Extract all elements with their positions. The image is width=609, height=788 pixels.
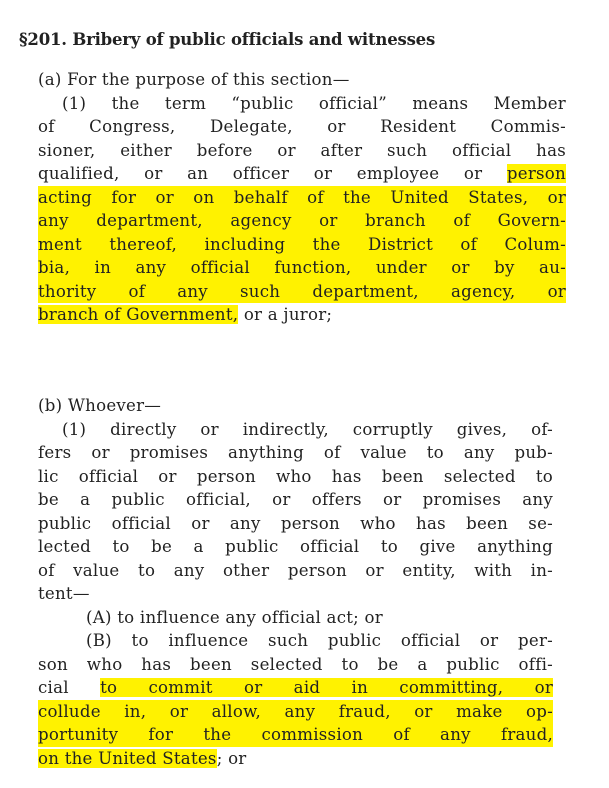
text-line: (A) to influence any official act; or: [86, 607, 383, 627]
text-line: [38, 747, 553, 771]
highlighted-line: bia, in any official function, under or by au-: [38, 256, 566, 280]
text-line: [38, 676, 553, 700]
text: ; or: [216, 748, 247, 768]
highlighted-text: on the United States: [38, 748, 217, 768]
text-line: (b) Whoever—: [38, 396, 162, 415]
highlighted-text: person: [506, 164, 566, 183]
highlighted-line: ment thereof, including the District of Colum-: [38, 233, 566, 257]
highlighted-text: to commit or aid in committing, or: [100, 678, 553, 697]
text-line: (B) to influence such public official or per-: [86, 631, 553, 650]
subsection-b: [38, 394, 553, 770]
text-line: lic official or person who has been selected to: [38, 466, 553, 486]
text: cial: [38, 678, 101, 697]
text-line: [38, 303, 566, 327]
highlighted-line: collude in, or allow, any fraud, or make op-: [38, 700, 553, 724]
text-line: be a public official, or offers or promises any: [38, 490, 553, 509]
text: or a juror;: [238, 305, 333, 324]
highlighted-line: acting for or on behalf of the United States, or: [38, 186, 566, 210]
text-line: public official or any person who has been se-: [38, 513, 553, 533]
subsection-a: [38, 68, 566, 327]
text: qualified, or an officer or employee or: [38, 164, 507, 183]
text-line: of Congress, Delegate, or Resident Commis-: [38, 117, 566, 136]
text-line: sioner, either before or after such official has: [38, 140, 566, 160]
text-line: tent—: [38, 584, 90, 603]
text-line: fers or promises anything of value to any pub-: [38, 443, 553, 462]
text-line: son who has been selected to be a public offi-: [38, 654, 553, 674]
highlighted-line: portunity for the commission of any fraud,: [38, 723, 553, 747]
section-heading: §201. Bribery of public officials and witnesses: [19, 30, 436, 49]
text-line: lected to be a public official to give anything: [38, 537, 553, 556]
text-line: of value to any other person or entity, with in-: [38, 560, 553, 580]
highlighted-text: branch of Government,: [38, 305, 239, 324]
text-line: (1) directly or indirectly, corruptly gives, of-: [62, 419, 553, 439]
text-line: [38, 162, 566, 186]
highlighted-line: thority of any such department, agency, or: [38, 280, 566, 304]
text-line: (1) the term “public official” means Member: [62, 93, 566, 113]
text-line: (a) For the purpose of this section—: [38, 70, 350, 89]
highlighted-line: any department, agency or branch of Govern-: [38, 209, 566, 233]
